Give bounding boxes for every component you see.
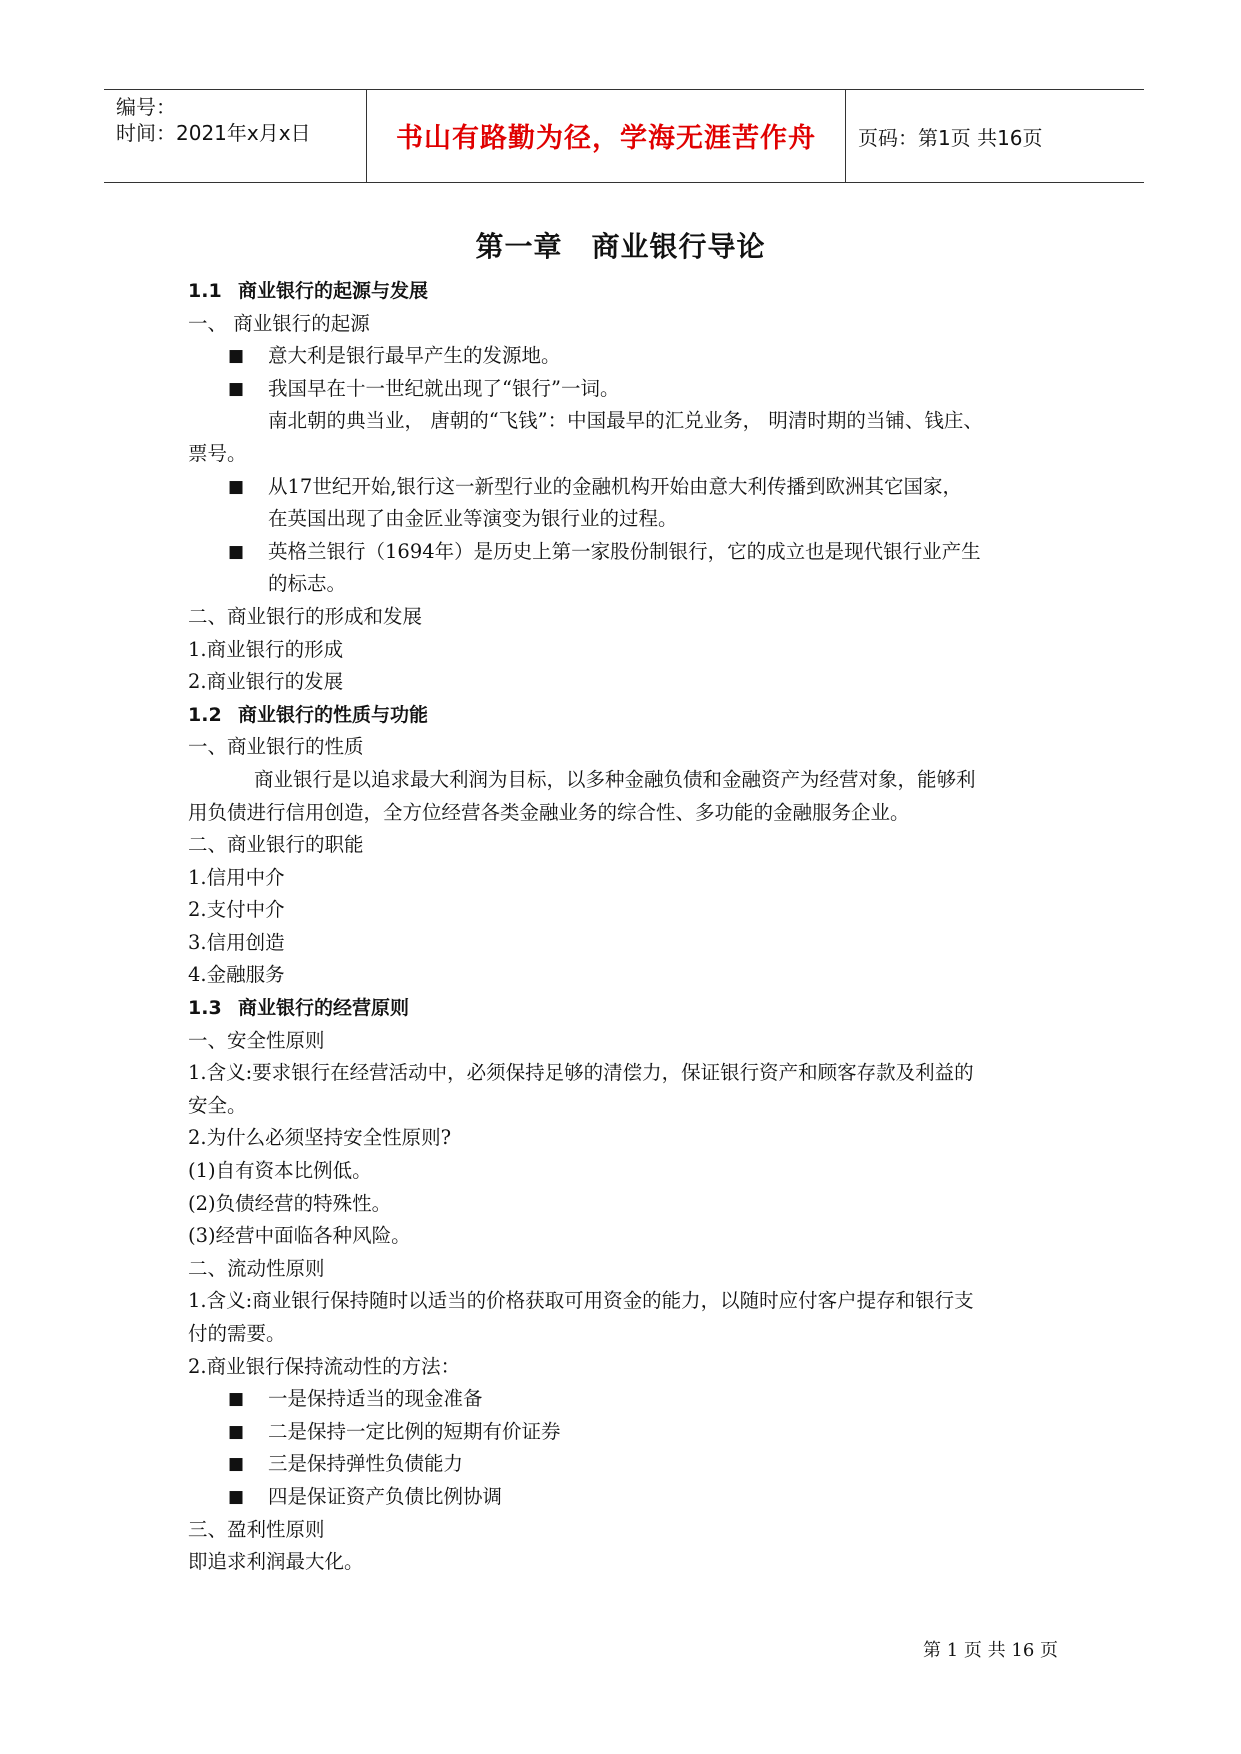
text-line: 一、 商业银行的起源 xyxy=(188,311,370,335)
paragraph-line: 商业银行是以追求最大利润为目标，以多种金融负债和金融资产为经营对象，能够利 xyxy=(254,767,976,791)
bullet-item xyxy=(188,1416,1058,1449)
motto-text: 书山有路勤为径，学海无涯苦作舟 xyxy=(396,123,816,154)
document-body xyxy=(188,275,1058,1579)
text-line: 1.信用中介 xyxy=(188,865,285,889)
page-footer: 第 1 页 共 16 页 xyxy=(923,1640,1058,1661)
bullet-text: 从17世纪开始,银行这一新型行业的金融机构开始由意大利传播到欧洲其它国家， xyxy=(268,474,963,498)
continuation-line: 在英国出现了由金匠业等演变为银行业的过程。 xyxy=(268,507,678,531)
section-title: 商业银行的性质与功能 xyxy=(238,703,429,726)
section-heading xyxy=(188,275,1058,308)
text-line: 1.商业银行的形成 xyxy=(188,637,344,661)
square-bullet-icon: ■ xyxy=(228,476,245,497)
square-bullet-icon: ■ xyxy=(228,1454,245,1475)
bullet-item xyxy=(188,536,1058,569)
square-bullet-icon: ■ xyxy=(228,378,245,399)
number-label: 编号： xyxy=(116,95,176,119)
text-line: 付的需要。 xyxy=(188,1322,286,1345)
square-bullet-icon: ■ xyxy=(228,1421,245,1442)
section-title: 商业银行的经营原则 xyxy=(238,997,410,1020)
bullet-item xyxy=(188,1481,1058,1514)
text-line: 1.含义:商业银行保持随时以适当的价格获取可用资金的能力，以随时应付客户提存和银行支 xyxy=(188,1289,974,1313)
text-line: (1)自有资本比例低。 xyxy=(188,1159,372,1183)
bullet-item xyxy=(188,373,1058,406)
text-line: 2.为什么必须坚持安全性原则? xyxy=(188,1126,452,1150)
section-heading xyxy=(188,992,1058,1025)
bullet-text: 二是保持一定比例的短期有价证券 xyxy=(268,1419,561,1443)
section-number: 1.2 xyxy=(188,703,222,726)
text-line: 2.商业银行的发展 xyxy=(188,670,344,694)
section-title: 商业银行的起源与发展 xyxy=(238,280,429,302)
bullet-text: 我国早在十一世纪就出现了“银行”一词。 xyxy=(268,376,620,400)
bullet-item xyxy=(188,1383,1058,1416)
section-heading xyxy=(188,699,1058,732)
text-line: 4.金融服务 xyxy=(188,963,285,987)
bullet-item xyxy=(188,1448,1058,1481)
bullet-text: 意大利是银行最早产生的发源地。 xyxy=(268,344,561,368)
bullet-text: 四是保证资产负债比例协调 xyxy=(268,1484,503,1508)
bullet-text: 一是保持适当的现金准备 xyxy=(268,1387,483,1411)
header-page-cell xyxy=(846,90,1144,182)
continuation-line: 南北朝的典当业， 唐朝的“飞钱”：中国最早的汇兑业务， 明清时期的当铺、钱庄、 xyxy=(268,409,983,433)
square-bullet-icon: ■ xyxy=(228,541,245,562)
square-bullet-icon: ■ xyxy=(228,1389,245,1410)
chapter-title: 第一章 商业银行导论 xyxy=(475,230,766,263)
bullet-text: 英格兰银行（1694年）是历史上第一家股份制银行，它的成立也是现代银行业产生 xyxy=(268,539,981,563)
bullet-text: 三是保持弹性负债能力 xyxy=(268,1452,464,1476)
section-number: 1.3 xyxy=(188,997,222,1020)
text-line: 二、商业银行的形成和发展 xyxy=(188,604,423,628)
text-line: (2)负债经营的特殊性。 xyxy=(188,1191,392,1215)
header-motto-cell xyxy=(367,90,846,182)
text-line: (3)经营中面临各种风险。 xyxy=(188,1224,411,1248)
time-label: 时间：2021年x月x日 xyxy=(116,121,311,145)
text-line: 三、盈利性原则 xyxy=(188,1517,325,1541)
square-bullet-icon: ■ xyxy=(228,346,245,367)
text-line: 2.支付中介 xyxy=(188,898,285,922)
continuation-line: 的标志。 xyxy=(268,572,347,596)
text-line: 1.含义:要求银行在经营活动中，必须保持足够的清偿力，保证银行资产和顾客存款及利益的 xyxy=(188,1061,974,1085)
section-number: 1.1 xyxy=(188,280,222,302)
page-info: 页码：第1页 共16页 xyxy=(858,126,1043,150)
text-line: 用负债进行信用创造，全方位经营各类金融业务的综合性、多功能的金融服务企业。 xyxy=(188,800,910,824)
text-line: 安全。 xyxy=(188,1093,247,1117)
text-line: 即追求利润最大化。 xyxy=(188,1550,364,1574)
text-line: 票号。 xyxy=(188,441,247,465)
text-line: 一、安全性原则 xyxy=(188,1028,325,1052)
text-line: 3.信用创造 xyxy=(188,930,285,954)
bullet-item xyxy=(188,471,1058,504)
header-left-cell xyxy=(104,90,367,182)
text-line: 一、商业银行的性质 xyxy=(188,735,364,759)
text-line: 二、流动性原则 xyxy=(188,1256,325,1280)
square-bullet-icon: ■ xyxy=(228,1486,245,1507)
bullet-item xyxy=(188,340,1058,373)
text-line: 2.商业银行保持流动性的方法： xyxy=(188,1354,461,1378)
page-header xyxy=(104,89,1144,183)
text-line: 二、商业银行的职能 xyxy=(188,833,364,857)
